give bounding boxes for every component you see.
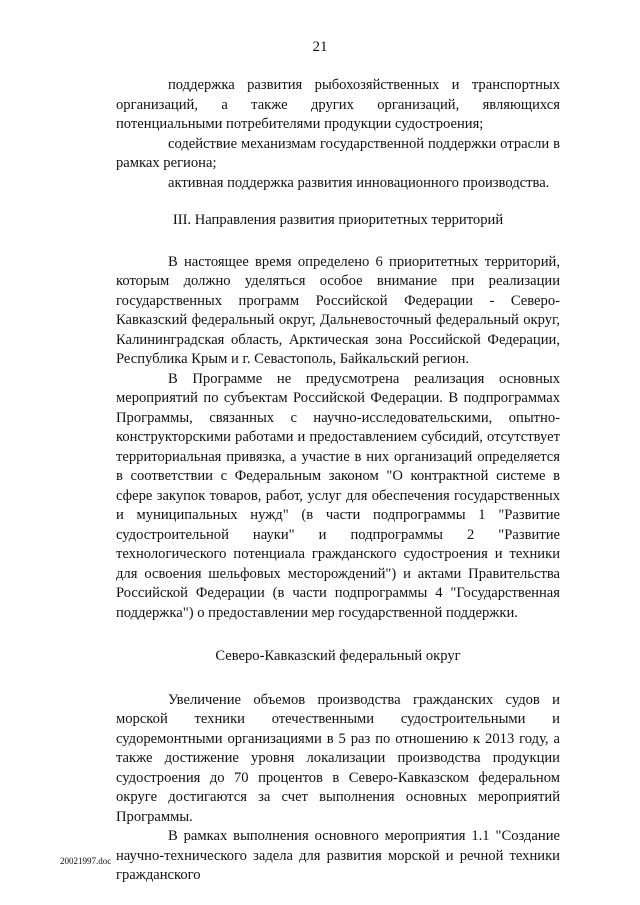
- document-body: [116, 76, 560, 886]
- page-number: 21: [312, 39, 328, 55]
- section-paragraph-1: В настоящее время определено 6 приоритетных территорий, которым должно уделяться особое внимание при реализации государственных программ Российской Федерации - Северо-Кавказский федеральный округ, Дальневосточный федеральный округ, Калининградская область, Арктическая зона Российской Федерации, Республика Крым и г. Севастополь, Байкальский регион.: [116, 253, 560, 367]
- subsection-heading: Северо-Кавказский федеральный округ: [215, 648, 461, 664]
- section-paragraph-2: В Программе не предусмотрена реализация основных мероприятий по субъектам Российской Федерации. В подпрограммах Программы, связанных с научно-исследовательскими, опытно-конструкторскими работами и предоставлением субсидий, отсутствует территориальная привязка, а участие в них организаций определяется в соответствии с Федеральным законом "О контрактной системе в сфере закупок товаров, работ, услуг для обеспечения государственных и муниципальных нужд" (в части подпрограммы 1 "Развитие судостроительной науки" и подпрограммы 2 "Развитие технологического потенциала гражданского судостроения и техники для освоения шельфовых месторождений") и актами Правительства Российской Федерации (в части подпрограммы 4 "Государственная поддержка") о предоставлении мер государственной поддержки.: [116, 370, 560, 621]
- paragraph-top-1: поддержка развития рыбохозяйственных и транспортных организаций, а также других организаций, являющихся потенциальными потребителями продукции судостроения;: [116, 77, 560, 132]
- paragraph-top-3: активная поддержка развития инновационного производства.: [168, 174, 550, 191]
- subsection-paragraph-2: В рамках выполнения основного мероприятия 1.1 "Создание научно-технического задела для развития морской и речной техники гражданского: [116, 828, 560, 883]
- subsection-paragraph-1: Увеличение объемов производства гражданских судов и морской техники отечественными судостроительными и судоремонтными организациями в 5 раз по отношению к 2013 году, а также достижение уровня локализации производства продукции судостроения до 70 процентов в Северо-Кавказском федеральном округе достигаются за счет выполнения основных мероприятий Программы.: [116, 691, 560, 825]
- section-heading: III. Направления развития приоритетных территорий: [172, 212, 504, 228]
- paragraph-top-2: содействие механизмам государственной поддержки отрасли в рамках региона;: [116, 135, 560, 171]
- footer-filename: 20021997.doc: [60, 856, 112, 866]
